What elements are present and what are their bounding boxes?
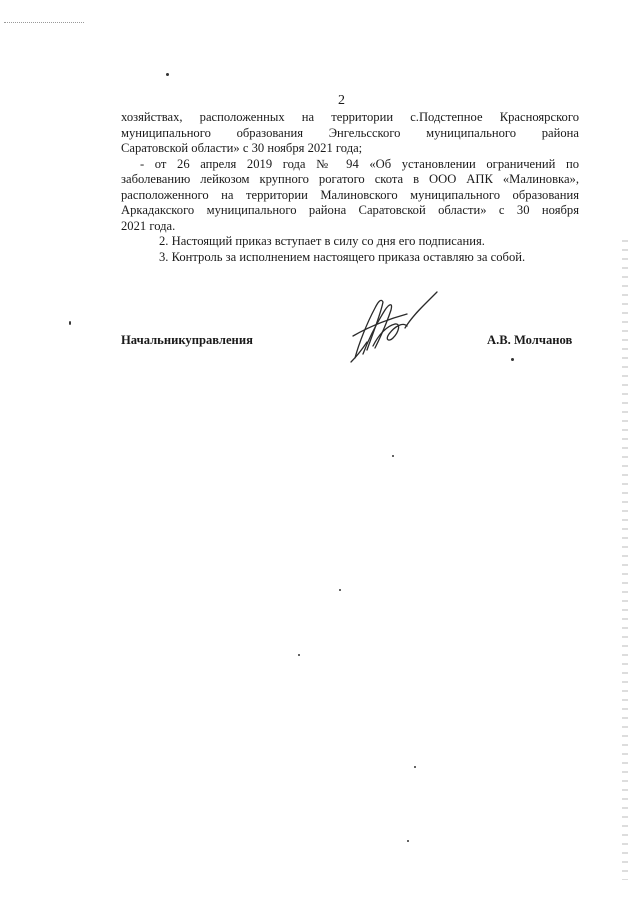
scan-speck	[511, 358, 514, 361]
body-line: - от 26 апреля 2019 года № 94 «Об установлении ограничений по	[140, 156, 579, 171]
signatory-title: Начальникуправления	[121, 333, 253, 347]
body-line: хозяйствах, расположенных на территории с.Подстепное Красноярского	[121, 110, 579, 124]
scan-artifact-line	[4, 22, 84, 23]
body-line: 2021 года.	[121, 218, 176, 233]
body-line: 3. Контроль за исполнением настоящего приказа оставляю за собой.	[159, 249, 526, 264]
signatory-name: А.В. Молчанов	[487, 333, 573, 347]
body-line: расположенного на территории Малиновского муниципального образования	[121, 187, 579, 202]
handwritten-signature	[345, 288, 445, 370]
scan-speck	[339, 589, 341, 591]
scan-speck	[407, 840, 409, 842]
body-line: муниципального образования Энгельсского муниципального района	[121, 125, 579, 140]
scan-speck	[298, 654, 300, 656]
body-line: Аркадакского муниципального района Саратовской области» с 30 ноября	[121, 203, 579, 217]
scan-speck	[166, 73, 169, 76]
scan-speck	[69, 321, 71, 325]
page-number: 2	[338, 93, 345, 108]
scan-speck	[414, 766, 416, 768]
document-body	[121, 110, 579, 265]
scan-edge-noise	[622, 240, 628, 880]
body-line: 2. Настоящий приказ вступает в силу со дня его подписания.	[159, 234, 485, 248]
body-line: Саратовской области» с 30 ноября 2021 года;	[121, 141, 363, 155]
scan-speck	[392, 455, 394, 457]
body-line: заболеванию лейкозом крупного рогатого скота в ООО АПК «Малиновка»,	[121, 172, 579, 186]
